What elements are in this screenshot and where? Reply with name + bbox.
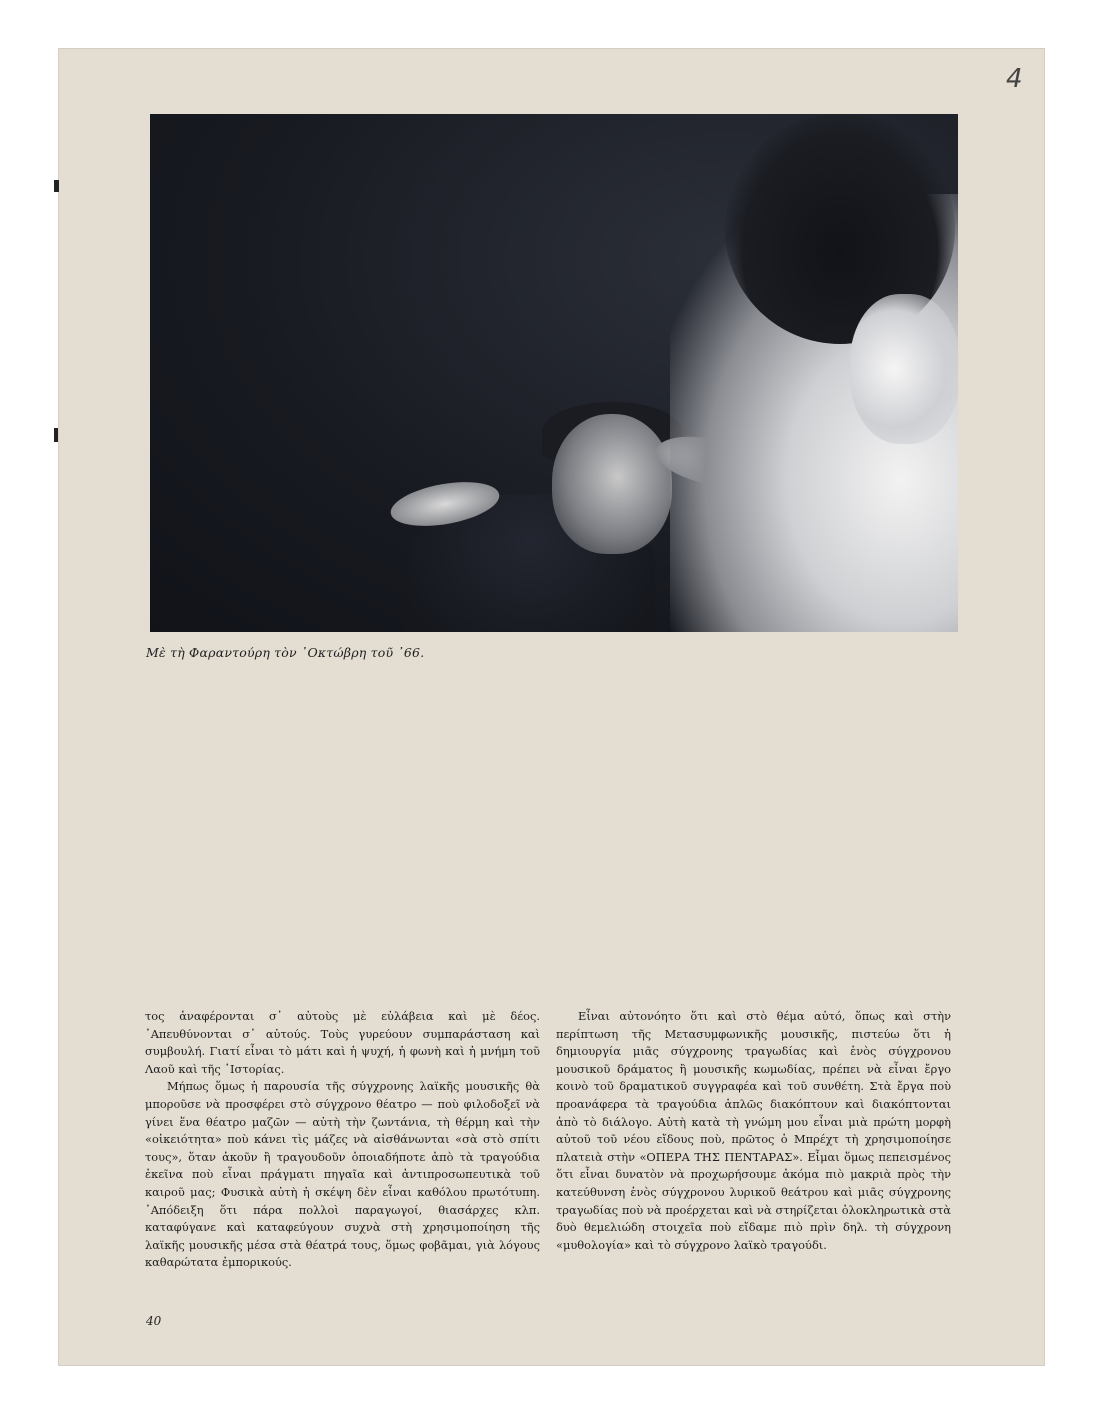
binding-mark bbox=[54, 428, 58, 442]
photograph bbox=[150, 114, 958, 632]
photo-man-head bbox=[552, 414, 672, 554]
page-mark-handwritten: 4 bbox=[1006, 64, 1023, 94]
paragraph: Μήπως ὅμως ἡ παρουσία τῆς σύγχρονης λαϊκῆς μουσικῆς θὰ μποροῦσε νὰ προσφέρει στὸ σύγχρονο θέατρο — ποὺ φιλοδοξεῖ νὰ γίνει ἕνα θέατρο μαζῶν — αὐτὴ τὴν ζωντάνια, τὴ θέρμη καὶ τὴν «οἰκειότητα» ποὺ κάνει τὶς μάζες νὰ αἰσθάνωνται «σὰ στὸ σπίτι τους», ὅταν ἀκοῦν ἢ τραγουδοῦν ὁποιαδήποτε ἀπὸ τὰ τραγούδια ἐκεῖνα ποὺ εἶναι πράγματι πηγαῖα καὶ ἀντιπροσωπευτικὰ τοῦ καιροῦ μας; Φυσικὰ αὐτὴ ἡ σκέψη δὲν εἶναι καθόλου πρωτότυπη. ᾿Απόδειξη ὅτι πάρα πολλοὶ παραγωγοί, θιασάρχες κλπ. καταφύγανε καὶ καταφεύγουν συχνὰ στὴ χρησιμοποίηση τῆς λαϊκῆς μουσικῆς μέσα στὰ θέατρά τους, ὅμως φοβᾶμαι, γιὰ λόγους καθαρώτατα ἐμπορικούς. bbox=[145, 1079, 540, 1270]
binding-mark bbox=[54, 180, 59, 192]
photo-caption: Μὲ τὴ Φαραντούρη τὸν ᾿Οκτώβρη τοῦ ᾿66. bbox=[146, 645, 425, 660]
paragraph: Εἶναι αὐτονόητο ὅτι καὶ στὸ θέμα αὐτό, ὅπως καὶ στὴν περίπτωση τῆς Μετασυμφωνικῆς μουσικῆς, πιστεύω ὅτι ἡ δημιουργία μιᾶς σύγχρονης τραγωδίας καὶ ἑνὸς σύγχρονου μουσικοῦ δράματος ἢ μουσικῆς κωμωδίας, πρέπει νὰ εἶναι ἔργο κοινὸ τοῦ δραματικοῦ συγγραφέα καὶ τοῦ συνθέτη. Στὰ ἔργα ποὺ προανάφερα τὰ τραγούδια ἁπλῶς διακόπτουν καὶ διακόπτονται ἀπὸ τὸ διάλογο. Αὐτὴ κατὰ τὴ γνώμη μου εἶναι μιὰ πρώτη μορφὴ αὐτοῦ τοῦ νέου εἴδους ποὺ, πρῶτος ὁ Μπρέχτ τὴ χρησιμοποίησε πλατειὰ στὴν «ΟΠΕΡΑ ΤΗΣ ΠΕΝΤΑΡΑΣ». Εἶμαι ὅμως πεπεισμένος ὅτι εἶναι δυνατὸν νὰ προχωρήσουμε ἀκόμα πιὸ μακριὰ πρὸς τὴν κατεύθυνση ἑνὸς σύγχρονου λυρικοῦ θεάτρου καὶ μιᾶς σύγχρονης τραγωδίας ποὺ νὰ προέρχεται καὶ νὰ στηρίζεται ὁλοκληρωτικὰ στὰ δυὸ θεμελιώδη στοιχεῖα ποὺ εἴδαμε πιὸ πρὶν δηλ. τὴ σύγχρονη «μυθολογία» καὶ τὸ σύγχρονο λαϊκὸ τραγούδι. bbox=[556, 1009, 951, 1252]
photo-woman-face bbox=[850, 294, 958, 444]
text-column-right bbox=[556, 1008, 951, 1254]
page-number: 40 bbox=[146, 1314, 162, 1328]
text-column-left bbox=[145, 1008, 540, 1272]
paragraph: τος ἀναφέρονται σ᾿ αὐτοὺς μὲ εὐλάβεια καὶ μὲ δέος. ᾿Απευθύνονται σ᾿ αὐτούς. Τοὺς γυρεύουν συμπαράσταση καὶ συμβουλή. Γιατί εἶναι τὸ μάτι καὶ ἡ ψυχή, ἡ φωνὴ καὶ ἡ μνήμη τοῦ Λαοῦ καὶ τῆς ῾Ιστορίας. bbox=[145, 1009, 540, 1076]
